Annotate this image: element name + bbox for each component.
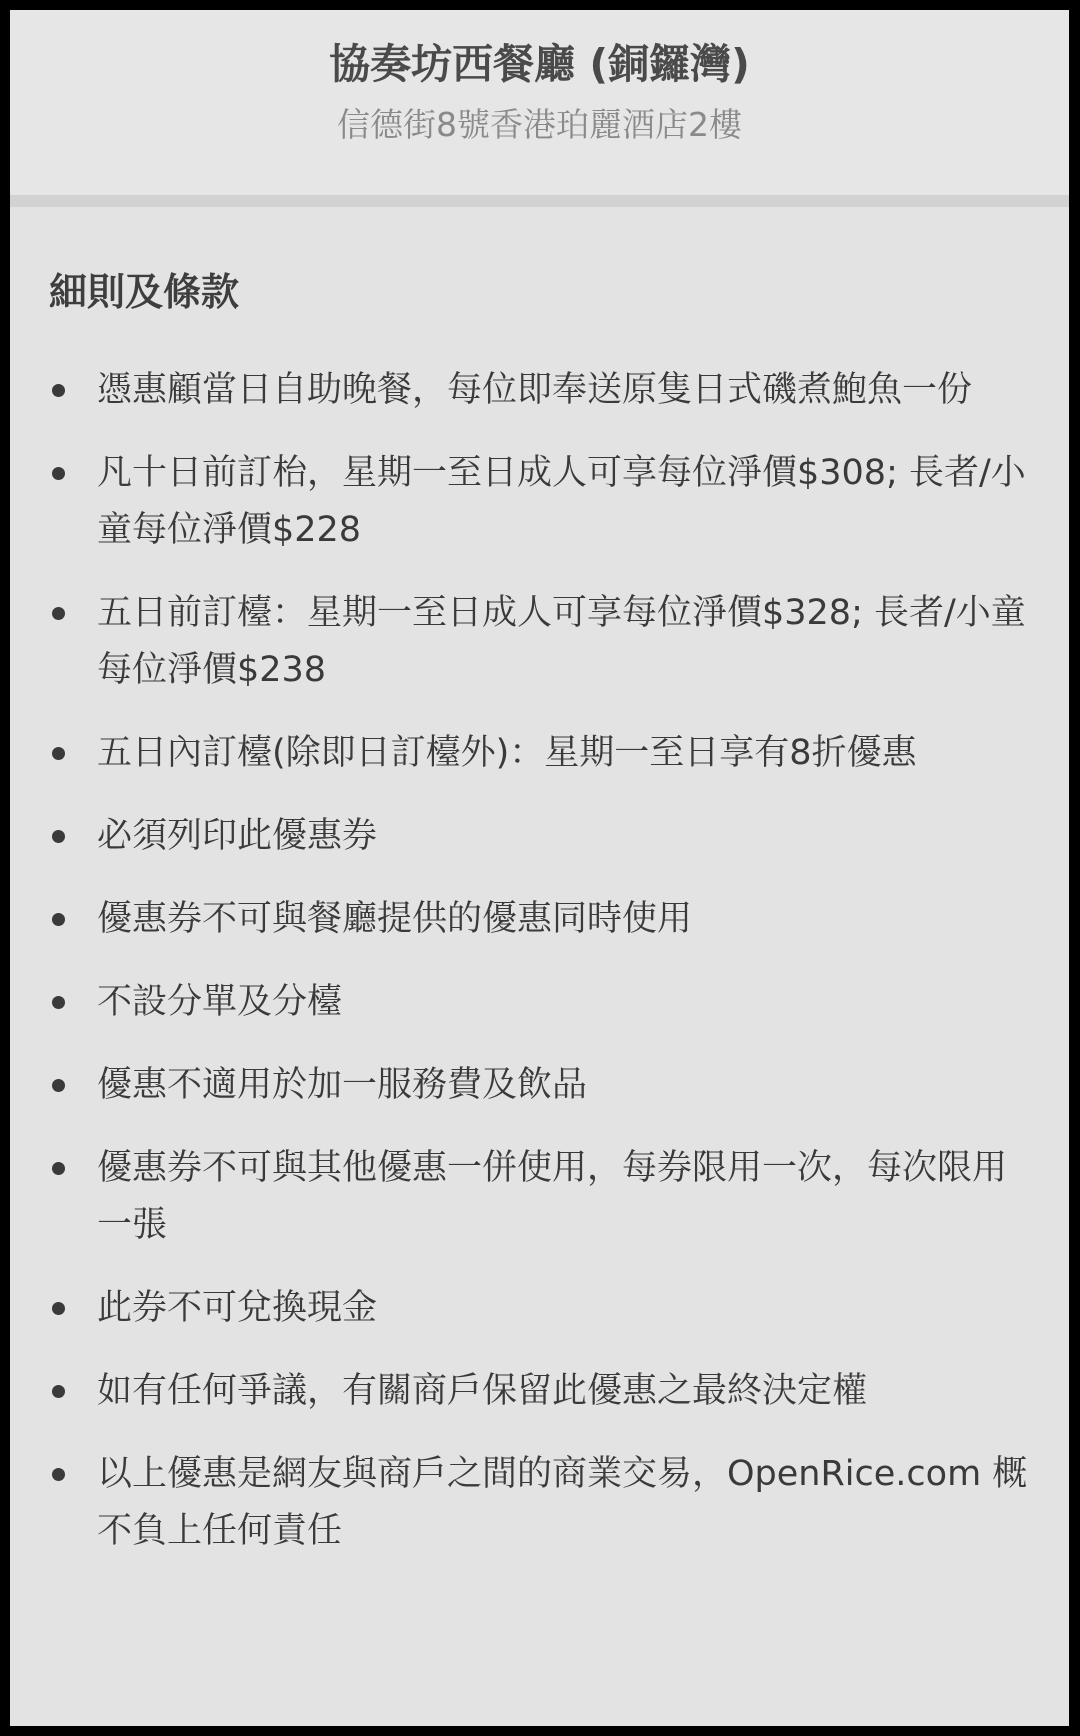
bullet-icon (52, 747, 65, 760)
terms-item-text: 優惠不適用於加一服務費及飲品 (97, 1065, 588, 1105)
bullet-icon (52, 1385, 65, 1398)
coupon-terms-card (10, 10, 1069, 1726)
terms-item-text: 凡十日前訂枱，星期一至日成人可享每位淨價$308; 長者/小童每位淨價$228 (97, 453, 1026, 550)
terms-item-text: 優惠券不可與餐廳提供的優惠同時使用 (97, 899, 693, 939)
terms-item (10, 1446, 1069, 1560)
terms-item (10, 1280, 1069, 1337)
terms-item (10, 891, 1069, 948)
bullet-icon (52, 1468, 65, 1481)
terms-item-text: 如有任何爭議，有關商戶保留此優惠之最終決定權 (97, 1371, 868, 1411)
bullet-icon (52, 1079, 65, 1092)
terms-item-text: 憑惠顧當日自助晚餐，每位即奉送原隻日式磯煮鮑魚一份 (97, 370, 973, 410)
terms-item (10, 1363, 1069, 1420)
terms-item (10, 445, 1069, 559)
terms-item-text: 此券不可兌換現金 (97, 1288, 378, 1328)
terms-item-text: 必須列印此優惠券 (97, 816, 378, 856)
terms-item (10, 1140, 1069, 1254)
terms-item-text: 以上優惠是網友與商戶之間的商業交易，OpenRice.com 概不負上任何責任 (97, 1454, 1028, 1551)
bullet-icon (52, 607, 65, 620)
restaurant-address: 信德街8號香港珀麗酒店2樓 (337, 105, 742, 144)
terms-list (10, 362, 1069, 1586)
restaurant-name: 協奏坊西餐廳 (銅鑼灣) (329, 40, 750, 88)
terms-item (10, 362, 1069, 419)
terms-item (10, 725, 1069, 782)
terms-item (10, 974, 1069, 1031)
bullet-icon (52, 1302, 65, 1315)
terms-item-text: 五日前訂檯：星期一至日成人可享每位淨價$328; 長者/小童每位淨價$238 (97, 593, 1026, 690)
terms-item (10, 585, 1069, 699)
bullet-icon (52, 1162, 65, 1175)
bullet-icon (52, 467, 65, 480)
terms-item-text: 五日內訂檯(除即日訂檯外)：星期一至日享有8折優惠 (97, 733, 917, 773)
restaurant-header (10, 10, 1069, 195)
bullet-icon (52, 913, 65, 926)
terms-item-text: 優惠券不可與其他優惠一併使用，每券限用一次，每次限用一張 (97, 1148, 1008, 1245)
terms-item-text: 不設分單及分檯 (97, 982, 343, 1022)
bullet-icon (52, 830, 65, 843)
bullet-icon (52, 384, 65, 397)
bullet-icon (52, 996, 65, 1009)
terms-item (10, 808, 1069, 865)
terms-heading: 細則及條款 (49, 270, 240, 314)
section-divider (10, 195, 1069, 207)
terms-item (10, 1057, 1069, 1114)
